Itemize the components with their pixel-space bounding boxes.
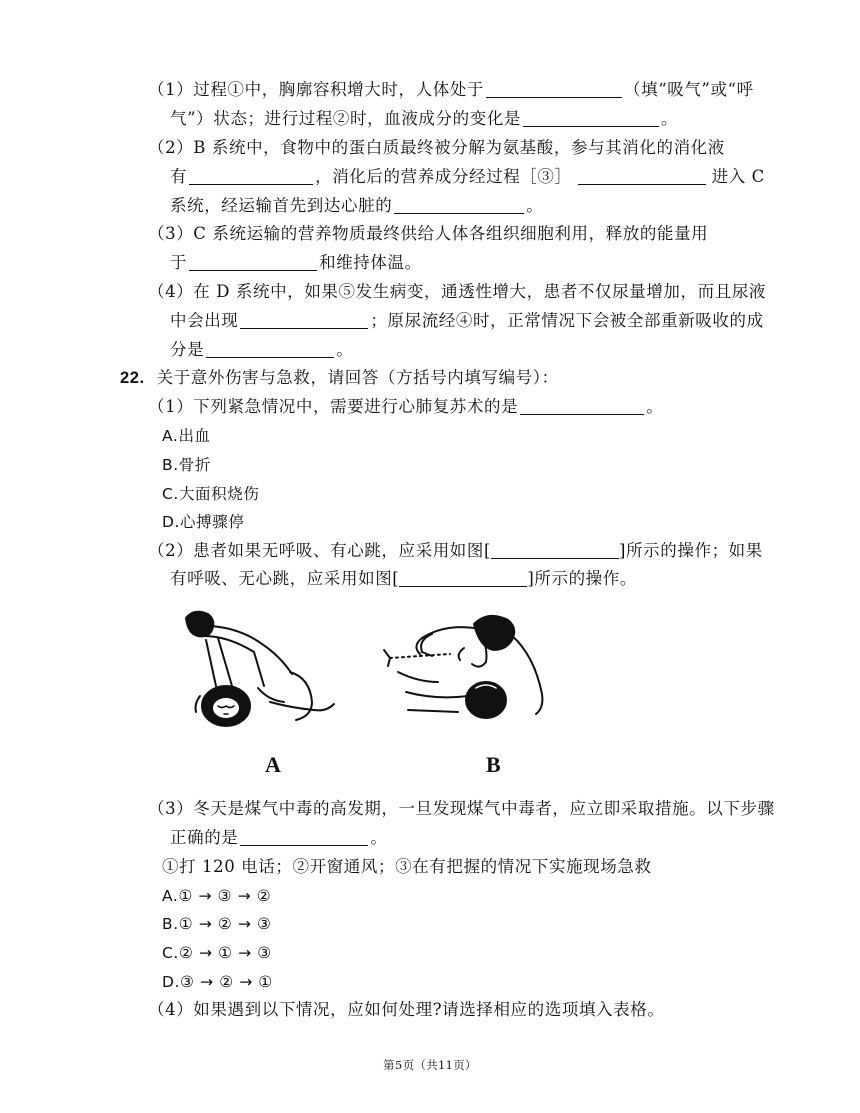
q21-part4-line2: [170, 309, 764, 333]
q21-part3-line1: [148, 222, 708, 246]
answer-blank[interactable]: [486, 79, 622, 98]
q22-p3-steps: ①打 120 电话；②开窗通风；③在有把握的情况下实施现场急救: [162, 857, 652, 876]
q21-p1-text-b: （填“吸气”或“呼: [624, 80, 754, 99]
answer-blank[interactable]: [578, 166, 706, 185]
chest-compression-illustration: [172, 606, 340, 738]
figure-label-b: B: [486, 752, 501, 777]
option-c[interactable]: C.大面积烧伤: [162, 485, 260, 503]
option-a[interactable]: A.① → ③ → ②: [162, 887, 272, 905]
q21-p2-text-c: ，消化后的营养成分经过程［③］: [315, 167, 572, 186]
q22-part1: [148, 395, 663, 419]
q21-part1-line2: [170, 107, 678, 131]
option-d[interactable]: D.心搏骤停: [162, 513, 245, 531]
answer-blank[interactable]: [399, 568, 527, 587]
q22-part2-line1: [148, 539, 763, 563]
q22-p2-text-a: （2）患者如果无呼吸、有心跳，应采用如图[: [148, 541, 492, 560]
q21-part2-line2: [170, 165, 765, 189]
page-footer: 第5页（共11页）: [383, 1058, 477, 1072]
answer-blank[interactable]: [520, 396, 644, 415]
answer-blank[interactable]: [491, 540, 619, 559]
q21-part4-line1: [148, 280, 766, 304]
rescue-breathing-illustration: [378, 606, 558, 738]
q21-part4-line3: [170, 338, 353, 362]
q21-p3-text-a: （3）C 系统运输的营养物质最终供给人体各组织细胞利用，释放的能量用: [148, 224, 709, 243]
option-b[interactable]: B.骨折: [162, 456, 211, 474]
q22-p2-text-b: ]所示的操作；如果: [619, 541, 763, 560]
q21-p3-text-b: 于: [170, 253, 188, 272]
figure-label-a: A: [265, 752, 281, 777]
q22-part3-line1: [148, 797, 775, 821]
answer-blank[interactable]: [189, 252, 317, 271]
q21-p1-text-c: 气”）状态；进行过程②时，血液成分的变化是: [170, 109, 522, 128]
answer-blank[interactable]: [240, 827, 368, 846]
q21-p2-text-d: 进入 C: [711, 167, 765, 186]
q22-p2-text-d: ]所示的操作。: [527, 569, 637, 588]
question-number: 22.: [120, 369, 145, 387]
answer-blank[interactable]: [394, 195, 524, 214]
option-d[interactable]: D.③ → ② → ①: [162, 973, 273, 991]
q21-p1-text-d: 。: [661, 109, 679, 128]
q22-part4: （4）如果遇到以下情况，应如何处理?请选择相应的选项填入表格。: [148, 1000, 665, 1019]
q21-p4-text-c: ；原尿流经④时，正常情况下会被全部重新吸收的成: [370, 311, 764, 330]
q22-p3-text-b: 正确的是: [170, 828, 239, 847]
answer-blank[interactable]: [189, 166, 313, 185]
option-a[interactable]: A.出血: [162, 427, 211, 445]
q21-p2-text-b: 有: [170, 167, 188, 186]
q21-part2-line1: [148, 136, 725, 160]
option-b[interactable]: B.① → ② → ③: [162, 915, 272, 933]
q22-p1-text: （1）下列紧急情况中，需要进行心肺复苏术的是: [148, 397, 519, 416]
q21-p4-text-e: 。: [336, 340, 354, 359]
q21-p2-text-a: （2）B 系统中，食物中的蛋白质最终被分解为氨基酸，参与其消化的消化液: [148, 138, 725, 157]
q21-part3-line2: [170, 251, 422, 275]
q21-p3-text-c: 和维持体温。: [319, 253, 422, 272]
q21-p4-text-d: 分是: [170, 340, 205, 359]
q22-stem-line: [120, 366, 559, 390]
q21-p2-text-e: 系统，经运输首先到达心脏的: [170, 196, 393, 215]
q22-part2-line2: [170, 567, 637, 591]
option-c[interactable]: C.② → ① → ③: [162, 944, 272, 962]
q22-stem: 关于意外伤害与急救，请回答（方括号内填写编号）：: [156, 368, 559, 387]
q22-p3-text-a: （3）冬天是煤气中毒的高发期，一旦发现煤气中毒者，应立即采取措施。以下步骤: [148, 799, 775, 818]
q21-part1-line1: [148, 78, 754, 102]
q22-p3-text-c: 。: [370, 828, 388, 847]
q22-p1-end: 。: [646, 397, 664, 416]
q21-p4-text-a: （4）在 D 系统中，如果⑤发生病变，通透性增大，患者不仅尿量增加，而且尿液: [148, 282, 767, 301]
q21-p1-text-a: （1）过程①中，胸廓容积增大时，人体处于: [148, 80, 484, 99]
q21-part2-line3: [170, 194, 543, 218]
answer-blank[interactable]: [240, 310, 368, 329]
answer-blank[interactable]: [523, 108, 659, 127]
q22-part3-line2: [170, 826, 388, 850]
q21-p4-text-b: 中会出现: [170, 311, 239, 330]
q22-p2-text-c: 有呼吸、无心跳，应采用如图[: [170, 569, 400, 588]
q21-p2-text-f: 。: [526, 196, 544, 215]
answer-blank[interactable]: [206, 339, 334, 358]
